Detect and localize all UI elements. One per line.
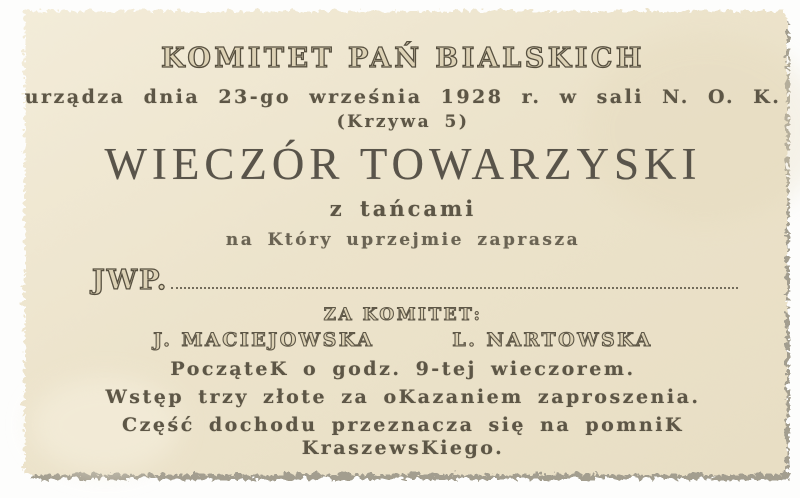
guest-name-blank: [171, 286, 738, 289]
event-title: WIECZÓR TOWARZYSKI: [104, 139, 702, 190]
organizer-name: KOMITET PAŃ BIALSKICH: [161, 43, 645, 74]
committee-member-1: J. MACIEJOWSKA: [153, 329, 375, 352]
committee-heading: ZA KOMITET:: [323, 304, 483, 325]
proceeds-line-1: Część dochodu przeznacza się na pomniK: [122, 413, 684, 436]
admission-line: Wstęp trzy złote za oKazaniem zaproszenia.: [105, 385, 701, 408]
schedule-line: PocząteK o godz. 9-tej wieczorem.: [170, 358, 636, 380]
committee-members-row: [22, 329, 784, 352]
proceeds-line-2: KraszewsKiego.: [301, 437, 505, 460]
event-subtitle: z tańcami: [329, 196, 477, 222]
committee-member-2: L. NARTOWSKA: [452, 329, 653, 352]
guest-label: JWP.: [92, 264, 169, 296]
invitation-line: na Który uprzejmie zaprasza: [225, 230, 581, 251]
venue-line: (Krzywa 5): [336, 111, 470, 132]
invitation-card: [22, 9, 784, 478]
guest-line: [22, 265, 784, 297]
event-date-line: urządza dnia 23-go września 1928 r. w sali N. O. K.: [24, 86, 782, 109]
